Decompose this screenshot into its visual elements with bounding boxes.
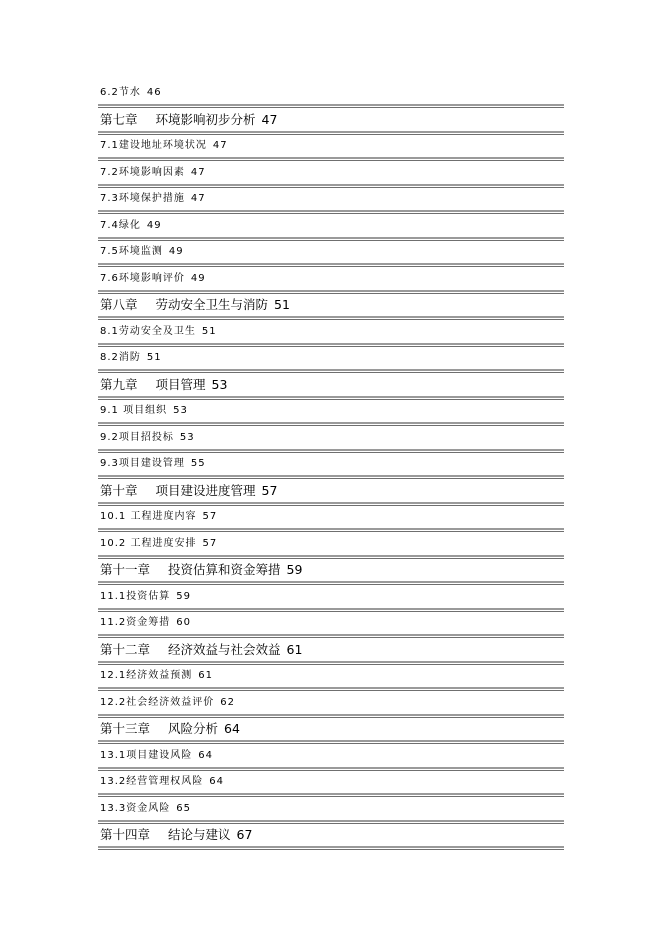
toc-section-title: 7.3环境保护措施 — [100, 193, 185, 204]
toc-page-number: 49 — [190, 272, 206, 284]
toc-divider — [98, 210, 564, 214]
toc-chapter-title: 劳动安全卫生与消防 — [155, 297, 269, 312]
toc-chapter-number: 第九章 — [100, 376, 138, 392]
toc-section-title: 7.2环境影响因素 — [100, 166, 185, 178]
toc-page-number: 60 — [176, 617, 191, 628]
toc-page-number: 47 — [212, 140, 228, 151]
toc-divider — [98, 422, 564, 426]
toc-divider — [98, 846, 564, 850]
toc-section-title: 9.3项目建设管理 — [100, 458, 185, 469]
toc-section-title: 11.2资金筹措 — [100, 617, 171, 628]
toc-section-entry[interactable] — [100, 272, 564, 286]
toc-page-number: 57 — [202, 537, 218, 549]
toc-page-number: 51 — [146, 352, 162, 363]
toc-divider — [98, 157, 564, 161]
toc-page-number: 57 — [261, 482, 278, 498]
toc-divider — [98, 449, 564, 453]
toc-section-title: 12.1经济效益预测 — [100, 670, 193, 681]
toc-chapter-entry[interactable] — [100, 827, 564, 843]
toc-chapter-number: 第八章 — [100, 297, 138, 312]
toc-section-title: 9.2项目招投标 — [100, 431, 174, 443]
toc-page-number: 65 — [176, 802, 191, 814]
toc-divider — [98, 475, 564, 479]
toc-divider — [98, 793, 564, 797]
toc-page-number: 53 — [211, 376, 228, 392]
toc-page-number: 51 — [274, 297, 290, 312]
toc-section-title: 13.2经营管理权风险 — [100, 776, 204, 787]
toc-page-number: 61 — [198, 670, 213, 681]
toc-chapter-title: 项目管理 — [155, 376, 206, 392]
toc-page-number: 47 — [261, 111, 278, 127]
toc-section-entry[interactable] — [100, 590, 564, 604]
toc-chapter-number: 第十一章 — [100, 562, 151, 577]
toc-divider — [98, 184, 564, 188]
toc-page-number: 49 — [168, 246, 184, 257]
toc-section-title: 8.2消防 — [100, 352, 141, 363]
toc-section-entry[interactable] — [100, 245, 564, 259]
toc-section-entry[interactable] — [100, 775, 564, 789]
toc-page-number: 46 — [146, 87, 162, 98]
toc-section-entry[interactable] — [100, 616, 564, 630]
toc-divider — [98, 581, 564, 585]
toc-divider — [98, 316, 564, 320]
toc-section-entry[interactable] — [100, 166, 564, 180]
toc-page-number: 53 — [173, 405, 188, 416]
toc-divider — [98, 502, 564, 506]
toc-divider — [98, 290, 564, 294]
toc-section-title: 13.3资金风险 — [100, 802, 171, 814]
toc-page-number: 64 — [209, 776, 224, 787]
toc-chapter-number: 第十四章 — [100, 827, 151, 842]
toc-chapter-title: 项目建设进度管理 — [155, 482, 256, 498]
toc-page-number: 47 — [190, 166, 206, 178]
toc-divider — [98, 740, 564, 744]
toc-chapter-title: 结论与建议 — [168, 827, 231, 842]
toc-page-number: 53 — [179, 431, 195, 443]
toc-section-entry[interactable] — [100, 802, 564, 816]
toc-divider — [98, 528, 564, 532]
toc-divider — [98, 714, 564, 718]
toc-section-entry[interactable] — [100, 457, 564, 471]
toc-chapter-title: 风险分析 — [168, 721, 219, 736]
toc-chapter-title: 环境影响初步分析 — [155, 111, 256, 127]
toc-chapter-number: 第十章 — [100, 482, 138, 498]
toc-section-entry[interactable] — [100, 325, 564, 339]
toc-page-number: 59 — [176, 590, 191, 602]
toc-section-title: 7.5环境监测 — [100, 246, 163, 257]
toc-section-entry[interactable] — [100, 192, 564, 206]
toc-page-number: 49 — [146, 219, 162, 231]
toc-divider — [98, 608, 564, 612]
toc-section-entry[interactable] — [100, 537, 564, 551]
toc-section-entry[interactable] — [100, 404, 564, 418]
toc-divider — [98, 820, 564, 824]
toc-divider — [98, 767, 564, 771]
toc-page-number: 64 — [224, 721, 240, 736]
toc-chapter-entry[interactable] — [100, 721, 564, 737]
toc-section-entry[interactable] — [100, 749, 564, 763]
toc-chapter-entry[interactable] — [100, 112, 564, 128]
toc-section-entry[interactable] — [100, 139, 564, 153]
toc-chapter-entry[interactable] — [100, 377, 564, 393]
toc-page-number: 55 — [190, 458, 206, 469]
toc-divider — [98, 263, 564, 267]
toc-divider — [98, 396, 564, 400]
toc-page-number: 61 — [286, 641, 303, 657]
toc-chapter-number: 第十三章 — [100, 721, 151, 736]
toc-chapter-title: 经济效益与社会效益 — [168, 641, 281, 657]
toc-section-entry[interactable] — [100, 86, 564, 100]
toc-page-number: 62 — [220, 696, 235, 708]
toc-divider — [98, 343, 564, 347]
toc-section-title: 7.6环境影响评价 — [100, 272, 185, 284]
toc-page-number: 64 — [198, 749, 213, 761]
toc-section-entry[interactable] — [100, 431, 564, 445]
toc-divider — [98, 634, 564, 638]
toc-divider — [98, 131, 564, 135]
toc-chapter-number: 第七章 — [100, 111, 138, 127]
toc-divider — [98, 104, 564, 108]
toc-section-title: 12.2社会经济效益评价 — [100, 696, 215, 708]
toc-page-number: 57 — [202, 511, 218, 522]
toc-divider — [98, 369, 564, 373]
toc-section-entry[interactable] — [100, 669, 564, 683]
toc-section-title: 7.1建设地址环境状况 — [100, 140, 207, 151]
toc-section-entry[interactable] — [100, 219, 564, 233]
toc-section-entry[interactable] — [100, 510, 564, 524]
toc-section-title: 10.1 工程进度内容 — [100, 511, 197, 522]
toc-page-number: 47 — [190, 193, 206, 204]
toc-chapter-entry[interactable] — [100, 297, 564, 313]
toc-section-title: 8.1劳动安全及卫生 — [100, 325, 196, 337]
toc-section-title: 10.2 工程进度安排 — [100, 537, 197, 549]
toc-chapter-entry[interactable] — [100, 562, 564, 578]
toc-section-title: 6.2节水 — [100, 87, 141, 98]
toc-section-entry[interactable] — [100, 696, 564, 710]
toc-divider — [98, 661, 564, 665]
toc-section-entry[interactable] — [100, 351, 564, 365]
toc-chapter-number: 第十二章 — [100, 641, 151, 657]
toc-section-title: 13.1项目建设风险 — [100, 749, 193, 761]
toc-chapter-entry[interactable] — [100, 483, 564, 499]
toc-page-number: 51 — [201, 325, 217, 337]
toc-page-number: 67 — [236, 827, 253, 842]
toc-page-number: 59 — [286, 562, 303, 577]
toc-divider — [98, 237, 564, 241]
toc-section-title: 7.4绿化 — [100, 219, 141, 231]
toc-section-title: 11.1投资估算 — [100, 590, 171, 602]
toc-section-title: 9.1 项目组织 — [100, 405, 168, 416]
toc-divider — [98, 687, 564, 691]
toc-chapter-entry[interactable] — [100, 642, 564, 658]
toc-divider — [98, 555, 564, 559]
toc-chapter-title: 投资估算和资金筹措 — [168, 562, 281, 577]
